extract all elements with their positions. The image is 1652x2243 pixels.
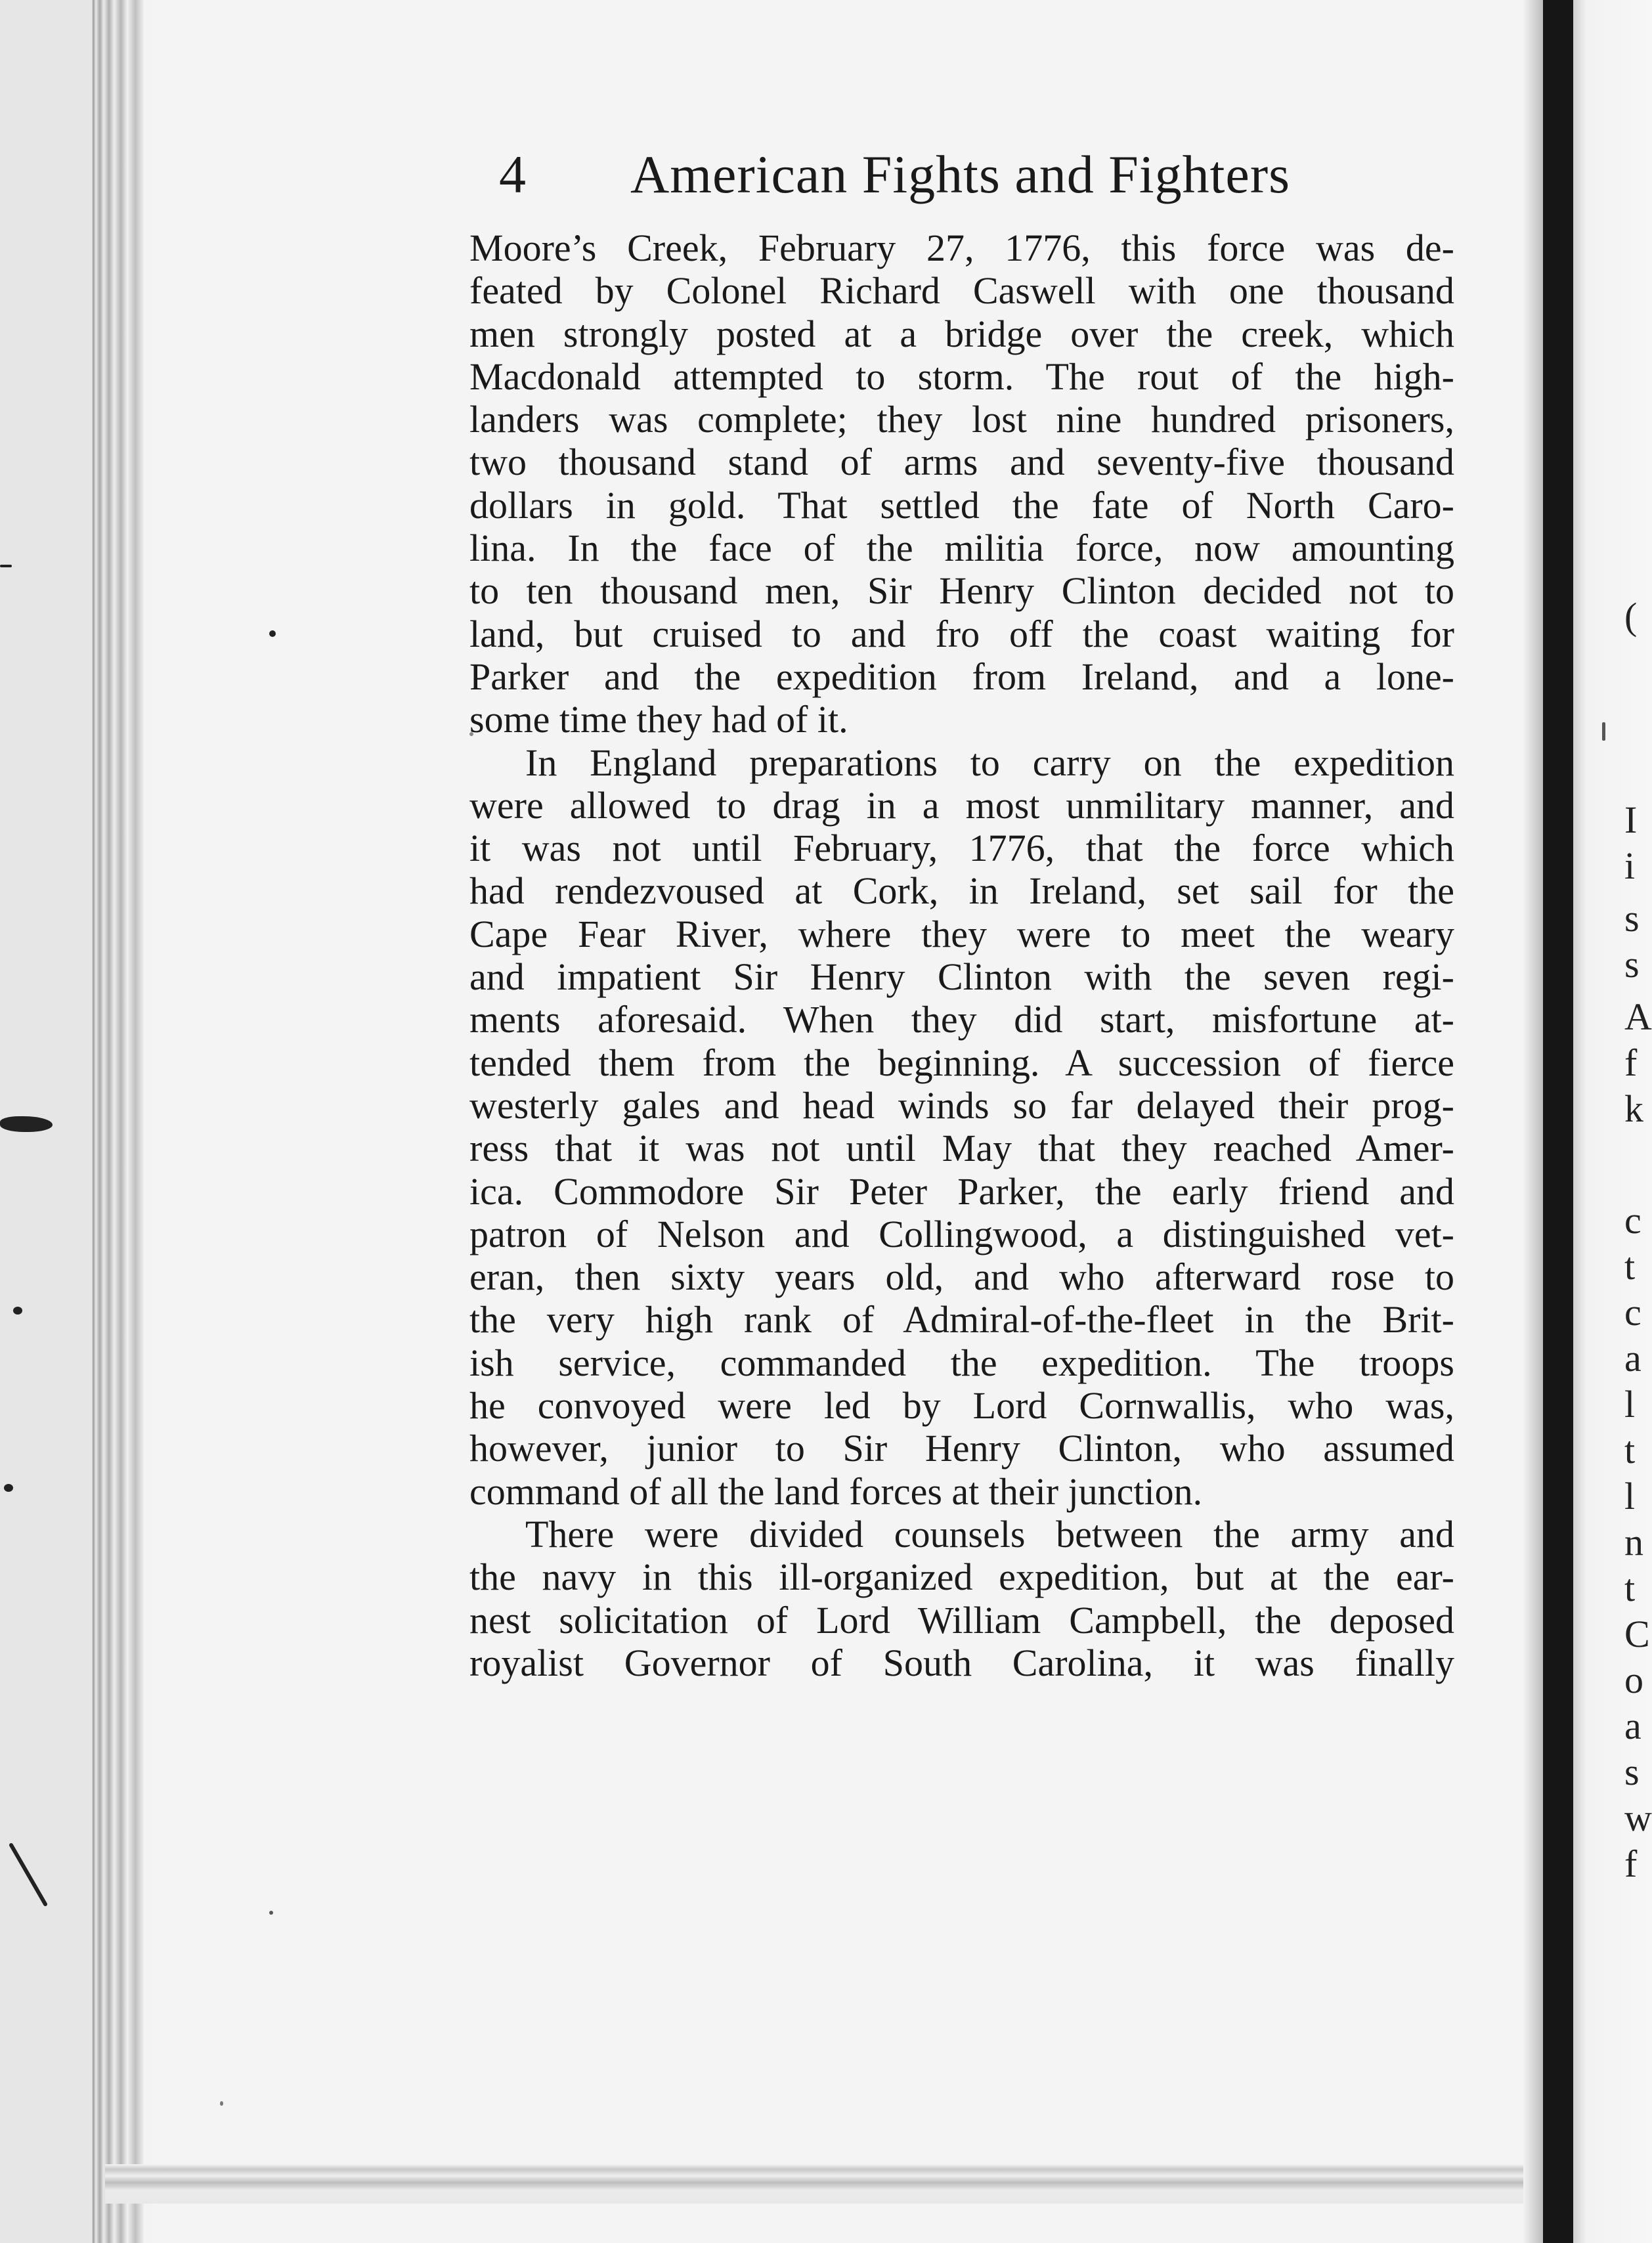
body-text: [469, 227, 1454, 1684]
facing-page-fragment: t: [1624, 1429, 1636, 1471]
text-line: command of all the land forces at their junction.: [469, 1470, 1203, 1513]
facing-page-fragment: c: [1624, 1199, 1641, 1242]
text-line: royalist Governor of South Carolina, it was finally: [469, 1641, 1454, 1684]
facing-page-fragment: t: [1624, 1245, 1636, 1288]
binding-gutter: [1543, 0, 1573, 2243]
page-bottom-edge: [105, 2164, 1550, 2204]
running-title: American Fights and Fighters: [630, 144, 1291, 204]
text-line: were allowed to drag in a most unmilitary manner, and: [469, 783, 1454, 827]
scan-speck: [269, 630, 276, 637]
text-line: eran, then sixty years old, and who afterward rose to: [469, 1255, 1454, 1299]
text-line: two thousand stand of arms and seventy-five thousand: [469, 441, 1454, 484]
facing-page-fragment: l: [1624, 1475, 1636, 1517]
facing-page-fragment: s: [1624, 897, 1640, 940]
text-line: Cape Fear River, where they were to meet the weary: [469, 912, 1454, 955]
facing-page-edge: [1573, 0, 1652, 2243]
text-line: feated by Colonel Richard Caswell with one thousand: [469, 269, 1454, 313]
facing-page-fragment: l: [1624, 1383, 1636, 1426]
text-line: patron of Nelson and Collingwood, a distinguished vet-: [469, 1212, 1454, 1255]
facing-page-fragment: w: [1624, 1797, 1652, 1839]
text-line: however, junior to Sir Henry Clinton, who assumed: [469, 1427, 1454, 1470]
facing-page-fragment: t: [1624, 1567, 1636, 1609]
scan-speck: [1602, 722, 1605, 741]
scan-speck: [0, 565, 12, 567]
facing-page-fragment: c: [1624, 1291, 1641, 1334]
text-line: the very high rank of Admiral-of-the-fleet in the Brit-: [469, 1298, 1454, 1341]
text-line: the navy in this ill-organized expedition, but at the ear-: [469, 1556, 1454, 1599]
text-line: had rendezvoused at Cork, in Ireland, set sail for the: [469, 869, 1454, 913]
text-line: landers was complete; they lost nine hundred prisoners,: [469, 398, 1454, 441]
facing-page-fragment: k: [1624, 1087, 1643, 1130]
text-line: Moore’s Creek, February 27, 1776, this force was de-: [469, 227, 1454, 269]
text-line: to ten thousand men, Sir Henry Clinton decided not to: [469, 569, 1454, 613]
scan-speck: [13, 1307, 22, 1315]
text-line: and impatient Sir Henry Clinton with the seven regi-: [469, 955, 1454, 999]
paragraph: [469, 741, 1454, 1513]
text-line: dollars in gold. That settled the fate of North Caro-: [469, 483, 1454, 527]
text-line: ica. Commodore Sir Peter Parker, the early friend and: [469, 1169, 1454, 1213]
facing-page-fragment: i: [1624, 844, 1636, 887]
text-line: Macdonald attempted to storm. The rout of the high-: [469, 355, 1454, 398]
text-line: land, but cruised to and fro off the coast waiting for: [469, 612, 1454, 655]
facing-page-fragment: a: [1624, 1705, 1641, 1747]
text-line: lina. In the face of the militia force, now amounting: [469, 527, 1454, 570]
facing-page-fragment: (: [1624, 595, 1638, 638]
text-line: nest solicitation of Lord William Campbell, the deposed: [469, 1598, 1454, 1642]
scan-speck: [0, 1116, 53, 1132]
facing-page-fragment: a: [1624, 1337, 1641, 1380]
facing-page-fragment: s: [1624, 943, 1640, 986]
page-number: 4: [499, 144, 527, 204]
scan-speck: [269, 1911, 273, 1915]
scan-speck: [220, 2101, 223, 2106]
text-line: westerly gales and head winds so far delayed their prog-: [469, 1083, 1454, 1127]
paragraph: [469, 227, 1454, 741]
text-line: tended them from the beginning. A succession of fierce: [469, 1041, 1454, 1084]
scan-speck: [4, 1484, 13, 1492]
text-line: ments aforesaid. When they did start, misfortune at-: [469, 998, 1454, 1041]
paragraph: [469, 1513, 1454, 1684]
page-text: [469, 141, 1454, 1684]
facing-page-fragment: f: [1624, 1842, 1638, 1885]
facing-page-fragment: s: [1624, 1751, 1640, 1793]
facing-page-fragment: n: [1624, 1521, 1643, 1563]
text-line: men strongly posted at a bridge over the creek, which: [469, 312, 1454, 355]
facing-page-fragment: I: [1624, 798, 1638, 841]
text-line: There were divided counsels between the army and: [525, 1512, 1454, 1556]
facing-page-fragment: o: [1624, 1659, 1643, 1701]
text-line: it was not until February, 1776, that the force which: [469, 827, 1454, 870]
text-line: ish service, commanded the expedition. The troops: [469, 1341, 1454, 1384]
facing-page-fragment: A: [1624, 995, 1652, 1038]
text-line: In England preparations to carry on the expedition: [525, 741, 1454, 784]
facing-page-fragment: f: [1624, 1041, 1638, 1084]
text-line: ress that it was not until May that they reached Amer-: [469, 1127, 1454, 1170]
running-head: [469, 141, 1454, 227]
facing-page-fragment: C: [1624, 1613, 1650, 1655]
text-line: some time they had of it.: [469, 698, 848, 741]
text-line: Parker and the expedition from Ireland, and a lone-: [469, 655, 1454, 698]
text-line: he convoyed were led by Lord Cornwallis, who was,: [469, 1384, 1454, 1427]
